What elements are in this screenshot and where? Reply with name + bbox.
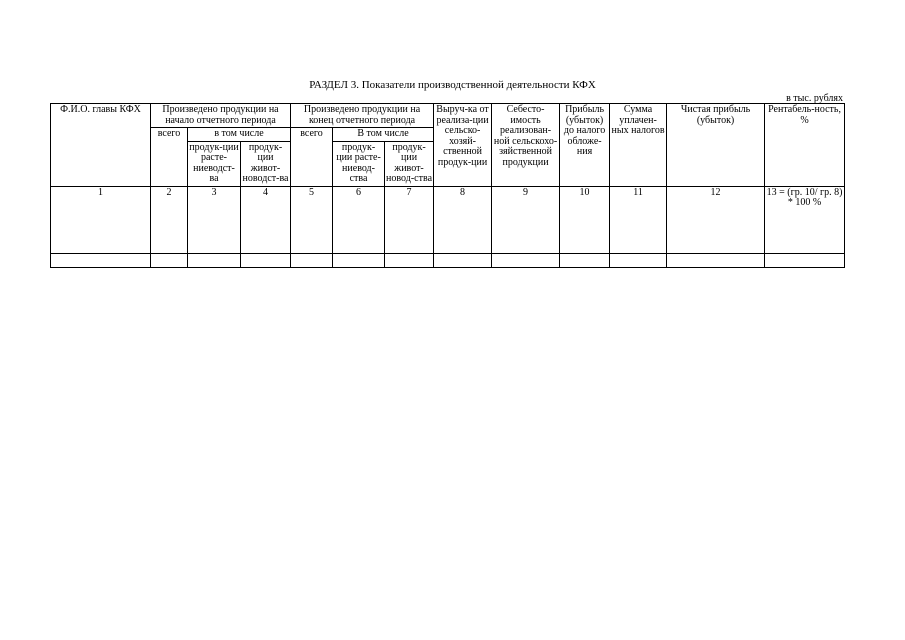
column-number: 1	[51, 186, 151, 253]
column-number: 8	[434, 186, 492, 253]
header-including-end: В том числе	[333, 128, 434, 142]
data-cell[interactable]	[434, 253, 492, 267]
data-cell[interactable]	[560, 253, 610, 267]
column-number: 9	[492, 186, 560, 253]
column-number: 2	[151, 186, 188, 253]
header-crop-end: продук-ции расте-ниевод-ства	[333, 141, 385, 186]
header-including-start: в том числе	[188, 128, 291, 142]
column-number-row	[51, 186, 845, 253]
data-cell[interactable]	[667, 253, 765, 267]
header-crop-start: продук-ции расте-ниеводст-ва	[189, 141, 239, 184]
header-net-profit: Чистая прибыль (убыток)	[667, 104, 765, 187]
header-row-1	[51, 104, 845, 128]
header-produced-start: Произведено продукции на начало отчетного периода	[151, 104, 291, 128]
header-livestock-start: продук-ции живот-новодст-ва	[241, 141, 291, 186]
data-cell[interactable]	[151, 253, 188, 267]
header-taxes-paid: Сумма уплачен-ных налогов	[610, 104, 667, 187]
header-total-end: всего	[291, 128, 333, 187]
column-number: 3	[188, 186, 241, 253]
header-livestock-end: продук-ции живот-новод-ства	[386, 141, 433, 184]
units-note: в тыс. рублях	[786, 93, 843, 104]
data-cell[interactable]	[385, 253, 434, 267]
data-row	[51, 253, 845, 267]
header-profitability: Рентабель-ность, %	[765, 104, 845, 187]
data-cell[interactable]	[492, 253, 560, 267]
header-total-start: всего	[151, 128, 188, 187]
column-number: 11	[610, 186, 667, 253]
column-number: 10	[560, 186, 610, 253]
header-cost: Себесто-имость реализован-ной сельскохо-зяйственной продукции	[492, 104, 560, 187]
data-cell[interactable]	[333, 253, 385, 267]
header-fio: Ф.И.О. главы КФХ	[51, 104, 151, 187]
data-cell[interactable]	[765, 253, 845, 267]
column-number: 6	[333, 186, 385, 253]
column-number-formula: 13 = (гр. 10/ гр. 8) * 100 %	[765, 186, 845, 253]
header-profit-before-tax: Прибыль (убыток) до налого обложе-ния	[560, 104, 610, 187]
column-number: 4	[241, 186, 291, 253]
column-number: 12	[667, 186, 765, 253]
column-number: 7	[385, 186, 434, 253]
data-cell[interactable]	[188, 253, 241, 267]
header-revenue: Выруч-ка от реализа-ции сельско-хозяй-ственной продук-ции	[434, 104, 492, 187]
data-cell[interactable]	[51, 253, 151, 267]
column-number: 5	[291, 186, 333, 253]
section-title: РАЗДЕЛ 3. Показатели производственной деятельности КФХ	[309, 79, 596, 91]
data-cell[interactable]	[291, 253, 333, 267]
production-indicators-table	[50, 103, 845, 268]
data-cell[interactable]	[241, 253, 291, 267]
header-produced-end: Произведено продукции на конец отчетного периода	[291, 104, 434, 128]
data-cell[interactable]	[610, 253, 667, 267]
